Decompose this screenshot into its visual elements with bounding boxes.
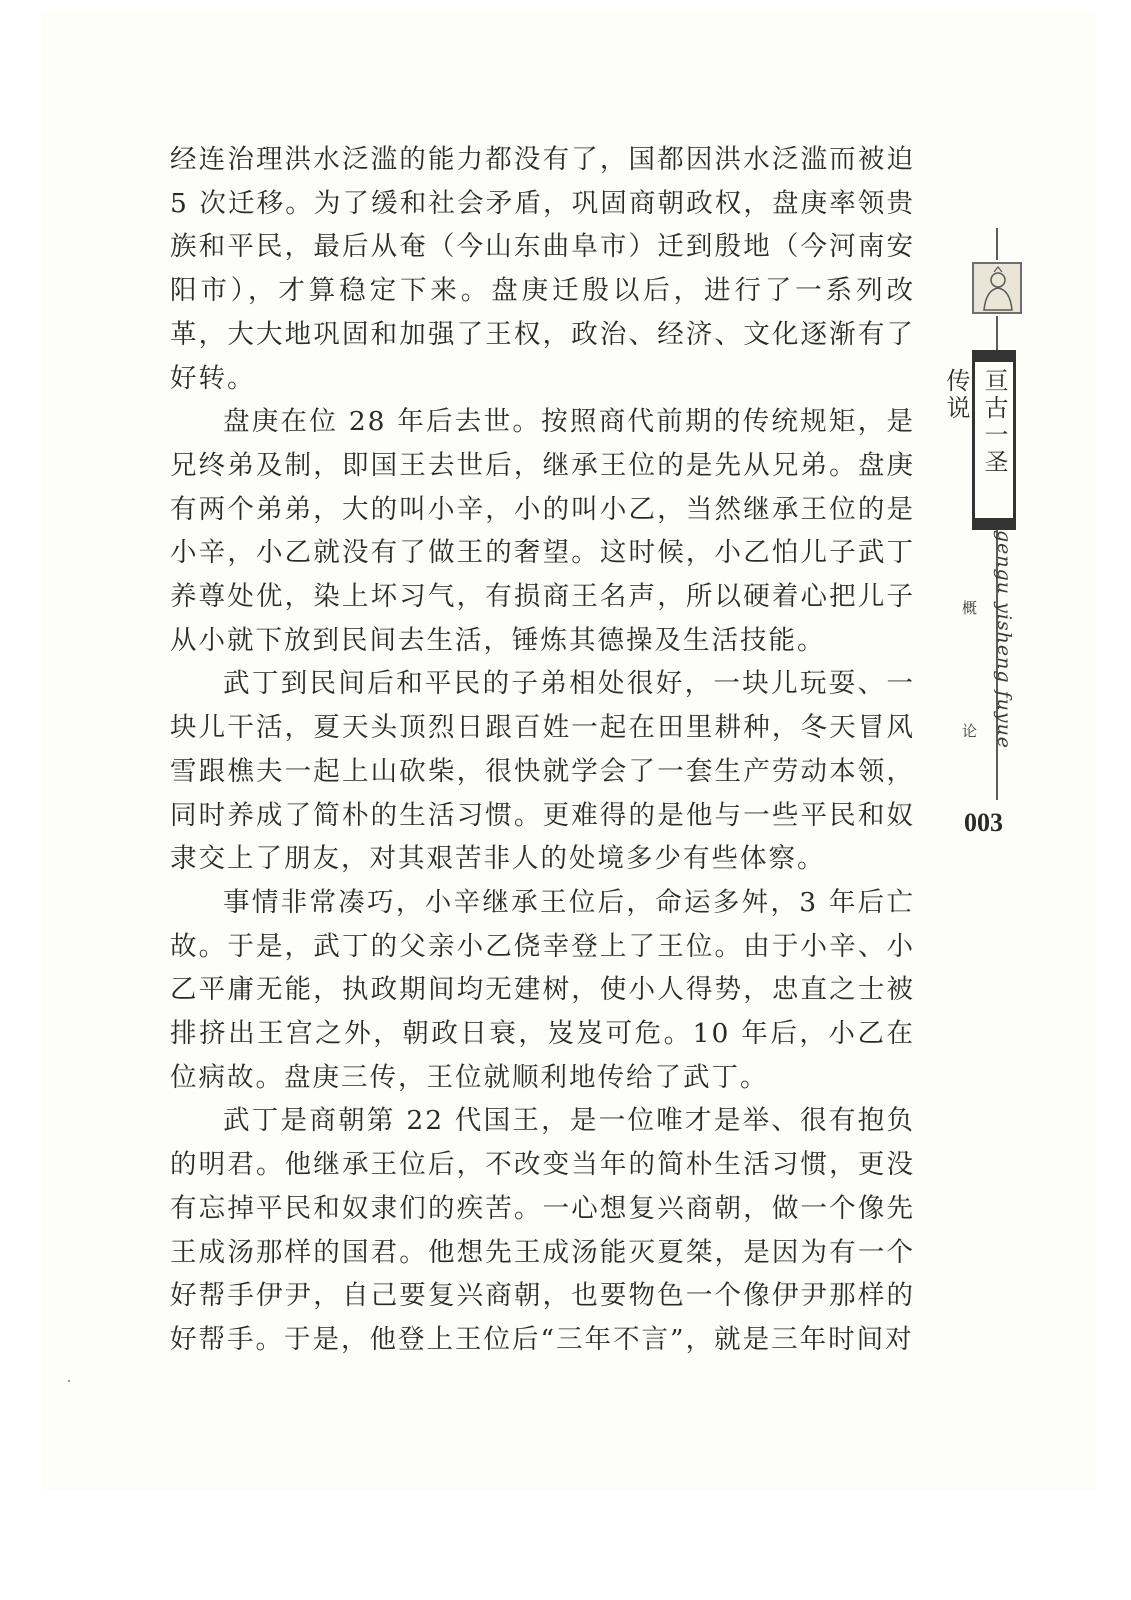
- page-number: 003: [964, 808, 1003, 837]
- paragraph-5: 武丁是商朝第 22 代国王，是一位唯才是举、很有抱负的明君。他继承王位后，不改变当年的简朴生活习惯，更没有忘掉平民和奴隶们的疾苦。一心想复兴商朝，做一个像先王成汤那样的国君。他想先王成汤能灭夏桀，是因为有一个好帮手伊尹，自己要复兴商朝，也要物色一个像伊尹那样的好帮手。于是，他登上王位后“三年不言”，就是三年时间对: [170, 1105, 915, 1355]
- scan-speck: [68, 1380, 70, 1382]
- series-banner: [942, 350, 1016, 530]
- paragraph-3: 武丁到民间后和平民的子弟相处很好，一块儿玩耍、一块儿干活，夏天头顶烈日跟百姓一起在田里耕种，冬天冒风雪跟樵夫一起上山砍柴，很快就学会了一套生产劳动本领，同时养成了简朴的生活习惯。更难得的是他与一些平民和奴隶交上了朋友，对其艰苦非人的处境多少有些体察。: [170, 668, 915, 875]
- margin-rule-mid: [996, 316, 998, 350]
- body-text: [170, 138, 915, 1362]
- section-label-top: 概: [962, 599, 978, 617]
- margin-rule-top: [996, 228, 998, 260]
- series-title: 亘古一圣 传说: [942, 368, 1008, 476]
- paragraph-2: 盘庚在位 28 年后去世。按照商代前期的传统规矩，是兄终弟及制，即国王去世后，继承王位的是先从兄弟。盘庚有两个弟弟，大的叫小辛，小的叫小乙，当然继承王位的是小辛，小乙就没有了做王的奢望。这时候，小乙怕儿子武丁养尊处优，染上坏习气，有损商王名声，所以硬着心把儿子从小就下放到民间去生活，锤炼其德操及生活技能。: [170, 406, 915, 656]
- paragraph-1: 经连治理洪水泛滥的能力都没有了，国都因洪水泛滥而被迫5 次迁移。为了缓和社会矛盾，巩固商朝政权，盘庚率领贵族和平民，最后从奄（今山东曲阜市）迁到殷地（今河南安阳市），才算稳定下来。盘庚迁殷以后，进行了一系列改革，大大地巩固和加强了王权，政治、经济、文化逐渐有了好转。: [170, 144, 915, 394]
- paragraph-4: 事情非常凑巧，小辛继承王位后，命运多舛，3 年后亡故。于是，武丁的父亲小乙侥幸登上了王位。由于小辛、小乙平庸无能，执政期间均无建树，使小人得势，忠直之士被排挤出王宫之外，朝政日衰，岌岌可危。10 年后，小乙在位病故。盘庚三传，王位就顺利地传给了武丁。: [170, 886, 915, 1093]
- portrait-icon: [972, 262, 1022, 314]
- pinyin-title: gengu yisheng fuyue: [993, 530, 1015, 750]
- section-label-bottom: 论: [962, 722, 978, 740]
